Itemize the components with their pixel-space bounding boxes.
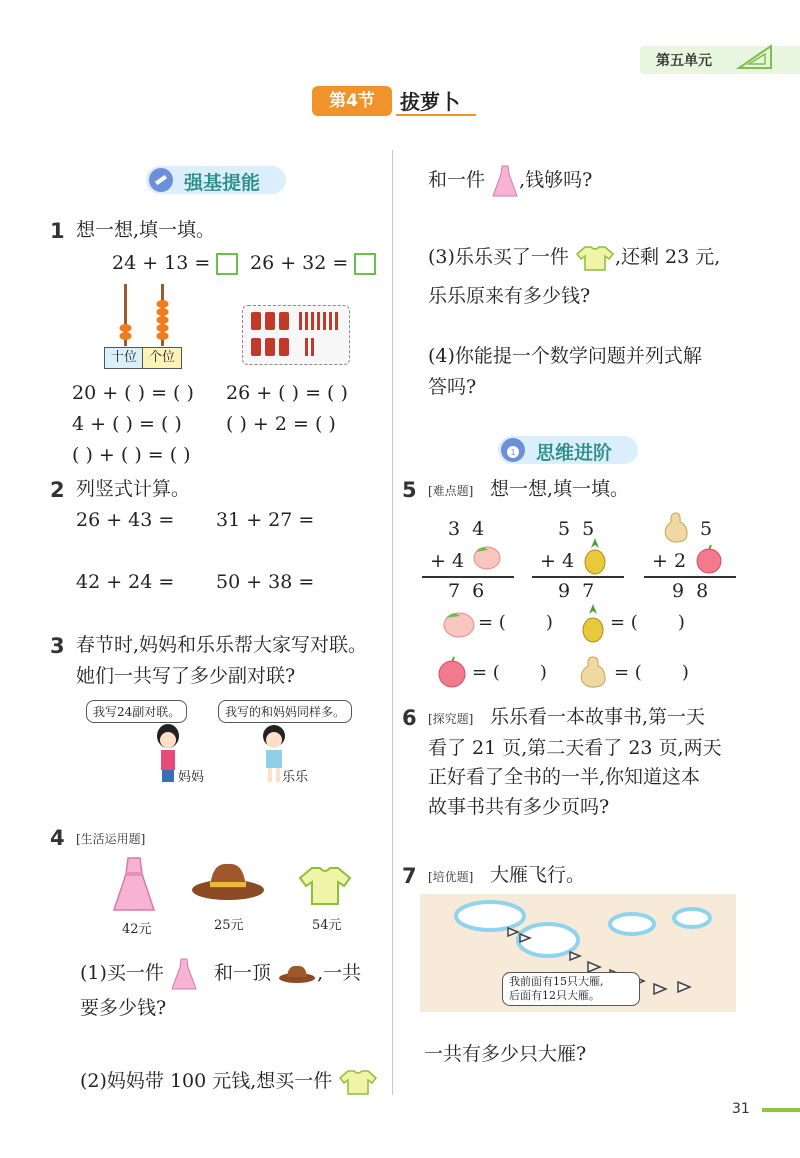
question-text: 一共有多少只大雁? (424, 1043, 587, 1065)
peach-icon (472, 542, 502, 570)
triangle-ruler-icon (735, 42, 775, 72)
geese-scene-image (420, 894, 736, 1012)
question-text: 看了 21 页,第二天看了 23 页,两天 (428, 737, 722, 759)
fill-line[interactable]: ( ) + 2 = ( ) (226, 413, 336, 435)
question-text: 正好看了全书的一半,你知道这本 (428, 766, 701, 788)
apple-icon (694, 544, 724, 574)
question-text: 春节时,妈妈和乐乐帮大家写对联。 (76, 634, 368, 656)
section-badge: 第4节 (312, 86, 392, 116)
subquestion-3-cont: 乐乐原来有多少钱? (428, 285, 591, 307)
fruit-answer[interactable]: = ( ) (472, 662, 547, 683)
sum-line (422, 576, 514, 578)
shirt-icon (338, 1068, 378, 1096)
counting-sticks-image (242, 305, 350, 365)
svg-text:1: 1 (510, 448, 516, 457)
subquestion-1-cont: 要多少钱? (80, 997, 167, 1019)
pear-icon (660, 510, 692, 544)
medal-icon (500, 437, 526, 463)
banner-advanced-thinking: 1 思维进阶 (498, 436, 638, 464)
price-shirt: 54元 (312, 918, 342, 933)
question-number: 5 (402, 478, 417, 502)
sum-line (644, 576, 736, 578)
bundled-sticks-icon (243, 306, 349, 364)
footer-bar (762, 1108, 800, 1112)
pineapple-icon (580, 602, 606, 644)
subquestion-4: (4)你能提一个数学问题并列式解 (428, 345, 702, 367)
section-title-underline (396, 114, 476, 116)
unit-label: 第五单元 (656, 53, 712, 69)
dress-icon (170, 957, 198, 991)
question-text: 故事书共有多少页吗? (428, 796, 610, 818)
question-number: 4 (50, 826, 65, 850)
peach-icon (442, 608, 476, 638)
shirt-icon (575, 244, 615, 272)
question-tag: [难点题] (428, 484, 474, 498)
question-tag: [探究题] (428, 712, 474, 726)
dress-icon (110, 856, 158, 914)
fruit-answer[interactable]: = ( ) (478, 612, 553, 633)
subquestion-1: (1)买一件 和一顶 ,一共 (80, 957, 361, 991)
pencil-icon (148, 167, 174, 193)
pineapple-icon (582, 536, 608, 576)
shirt-icon (298, 864, 352, 906)
addend-mid: + 4 (430, 550, 465, 572)
abacus-image (104, 282, 194, 354)
calc-item[interactable]: 26 + 43 = (76, 509, 175, 531)
question-tag: [生活运用题] (76, 832, 146, 846)
section-title: 拔萝卜 (400, 90, 460, 114)
column-divider (392, 150, 393, 1095)
subquestion-3: (3)乐乐买了一件 ,还剩 23 元, (428, 244, 720, 272)
subquestion-4-cont: 答吗? (428, 376, 477, 398)
question-prompt: 想一想,填一填。 (490, 478, 630, 500)
banner-strong-basics: 强基提能 (146, 166, 286, 194)
question-number: 6 (402, 706, 417, 730)
question-tag: [培优题] (428, 870, 474, 884)
question-number: 2 (50, 478, 65, 502)
speech-bubble-goose: 我前面有15只大雁, 后面有12只大雁。 (502, 972, 640, 1006)
addend-mid: + 2 (652, 550, 687, 572)
pear-icon (576, 654, 610, 690)
speech-bubble-lele: 我写的和妈妈同样多。 (218, 700, 352, 723)
question-number: 3 (50, 634, 65, 658)
fill-line[interactable]: 26 + ( ) = ( ) (226, 382, 348, 404)
equation: 24 + 13 = (112, 252, 238, 275)
abacus-tens-label: 十位 (104, 347, 144, 369)
hat-icon (277, 962, 317, 986)
hat-icon (190, 858, 266, 904)
sum: 7 6 (448, 580, 485, 602)
calc-item[interactable]: 50 + 38 = (216, 571, 315, 593)
answer-box[interactable] (216, 253, 238, 275)
subquestion-2: (2)妈妈带 100 元钱,想买一件 (80, 1068, 378, 1096)
fill-line[interactable]: 20 + ( ) = ( ) (72, 382, 194, 404)
addend-top: 5 (700, 518, 713, 540)
question-number: 7 (402, 864, 417, 888)
dress-icon (491, 164, 519, 198)
fill-line[interactable]: ( ) + ( ) = ( ) (72, 444, 191, 466)
addend-top: 5 5 (558, 518, 595, 540)
sum: 9 7 (558, 580, 595, 602)
addend-mid: + 4 (540, 550, 575, 572)
question-prompt: 想一想,填一填。 (76, 219, 216, 241)
label-mom: 妈妈 (178, 770, 205, 785)
calc-item[interactable]: 42 + 24 = (76, 571, 175, 593)
sum-line (532, 576, 624, 578)
apple-icon (436, 656, 468, 688)
sum: 9 8 (672, 580, 709, 602)
abacus-ones-label: 个位 (142, 347, 182, 369)
fruit-answer[interactable]: = ( ) (614, 662, 689, 683)
price-dress: 42元 (122, 922, 152, 937)
answer-box[interactable] (354, 253, 376, 275)
subquestion-2-cont: 和一件 ,钱够吗? (428, 164, 592, 198)
question-text: 她们一共写了多少副对联? (76, 665, 296, 687)
page-number: 31 (732, 1101, 750, 1117)
question-prompt: 大雁飞行。 (490, 864, 586, 886)
equation: 26 + 32 = (250, 252, 376, 275)
price-hat: 25元 (214, 918, 244, 933)
speech-bubble-mom: 我写24副对联。 (86, 700, 187, 723)
addend-top: 3 4 (448, 518, 485, 540)
label-lele: 乐乐 (282, 770, 309, 785)
fruit-answer[interactable]: = ( ) (610, 612, 685, 633)
question-text: 乐乐看一本故事书,第一天 (490, 706, 706, 728)
question-number: 1 (50, 219, 65, 243)
calc-item[interactable]: 31 + 27 = (216, 509, 315, 531)
question-prompt: 列竖式计算。 (76, 478, 191, 500)
fill-line[interactable]: 4 + ( ) = ( ) (72, 413, 182, 435)
